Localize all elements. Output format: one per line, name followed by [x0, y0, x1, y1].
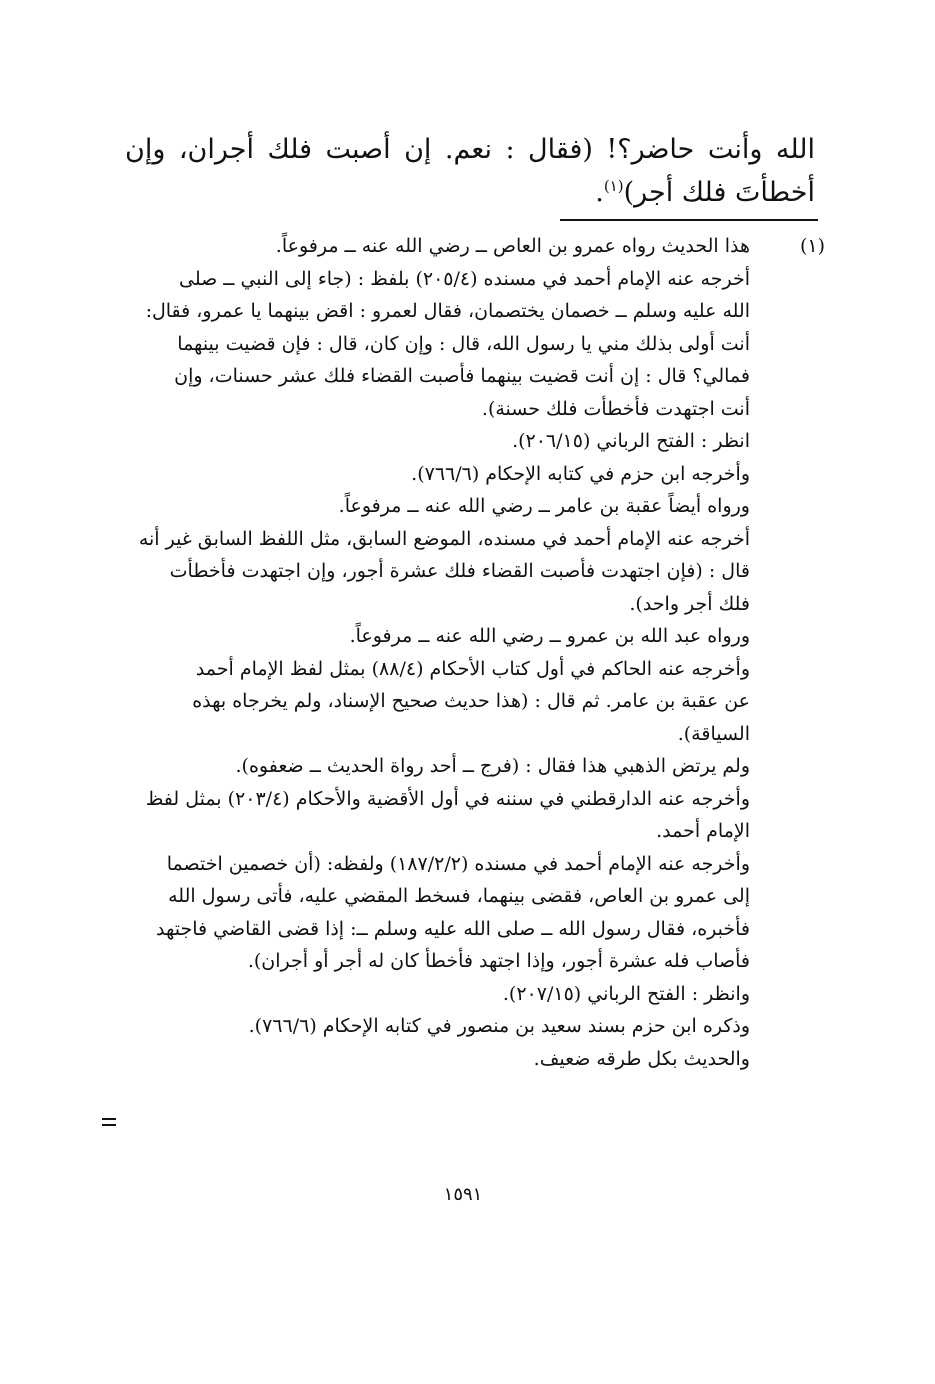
- footnote-line: أخرجه عنه الإمام أحمد في مسنده (٢٠٥/٤) بلفظ : (جاء إلى النبي ــ صلى: [179, 267, 750, 290]
- footnote-body: [130, 230, 750, 1075]
- footnote-line: وذكره ابن حزم بسند سعيد بن منصور في كتابه الإحكام (٧٦٦/٦).: [248, 1015, 750, 1037]
- footnote-line: فلك أجر واحد).: [629, 592, 750, 615]
- footnote-line: فأصاب فله عشرة أجور، وإذا اجتهد فأخطأ كان له أجر أو أجران).: [247, 950, 750, 972]
- footnote-line: هذا الحديث رواه عمرو بن العاص ــ رضي الله عنه ــ مرفوعاً.: [275, 235, 750, 257]
- footnote-separator: [560, 219, 818, 221]
- footnote-line: وانظر : الفتح الرباني (٢٠٧/١٥).: [502, 982, 750, 1005]
- footnote-line: ورواه عبد الله بن عمرو ــ رضي الله عنه ــ مرفوعاً.: [349, 625, 750, 647]
- main-text-line-2: فلك أجر): [623, 177, 727, 208]
- continuation-mark: [102, 1118, 116, 1128]
- footnote-line: وأخرجه عنه الحاكم في أول كتاب الأحكام (٨٨/٤) بمثل لفظ الإمام أحمد: [195, 657, 750, 680]
- footnote-reference: (١): [603, 177, 624, 195]
- footnote-line: أنت اجتهدت فأخطأت فلك حسنة).: [481, 397, 750, 420]
- main-text: الله وأنت حاضر؟! (فقال : نعم. إن أصبت فلك أجران، وإن أخطأتَ فلك أجر)$^{(١)}$.: [125, 134, 815, 208]
- footnote-line: ورواه أيضاً عقبة بن عامر ــ رضي الله عنه ــ مرفوعاً.: [338, 495, 750, 517]
- footnote-number: (١): [799, 235, 825, 257]
- footnote-line: عن عقبة بن عامر. ثم قال : (هذا حديث صحيح الإسناد، ولم يخرجاه بهذه: [192, 690, 750, 712]
- footnote-line: وأخرجه عنه الدارقطني في سننه في أول الأقضية والأحكام (٢٠٣/٤) بمثل لفظ: [145, 787, 750, 810]
- footnote-line: إلى عمرو بن العاص، فقضى بينهما، فسخط المقضي عليه، فأتى رسول الله: [168, 885, 750, 907]
- footnote-line: السياقة).: [677, 722, 750, 745]
- page-number: ١٥٩١: [443, 1184, 483, 1205]
- footnote-line: الإمام أحمد.: [656, 820, 750, 842]
- footnote-line: والحديث بكل طرقه ضعيف.: [533, 1047, 750, 1070]
- footnote-line: أخرجه عنه الإمام أحمد في مسنده، الموضع السابق، مثل اللفظ السابق غير أنه: [138, 527, 750, 550]
- footnote-line: وأخرجه ابن حزم في كتابه الإحكام (٧٦٦/٦).: [411, 462, 750, 485]
- footnote-line: أنت أولى بذلك مني يا رسول الله، قال : وإن كان، قال : فإن قضيت بينهما: [177, 332, 750, 355]
- footnote-line: فأخبره، فقال رسول الله ــ صلى الله عليه وسلم ــ: إذا قضى القاضي فاجتهد: [156, 917, 750, 940]
- footnote-line: قال : (فإن اجتهدت فأصبت القضاء فلك عشرة أجور، وإن اجتهدت فأخطأت: [169, 560, 750, 582]
- footnote-line: ولم يرتض الذهبي هذا فقال : (فرج ــ أحد رواة الحديث ــ ضعفوه).: [235, 755, 750, 777]
- footnote-line: وأخرجه عنه الإمام أحمد في مسنده (١٨٧/٢/٢) ولفظه: (أن خصمين اختصما: [166, 852, 750, 875]
- footnote-line: انظر : الفتح الرباني (٢٠٦/١٥).: [512, 430, 750, 452]
- footnote-line: فمالي؟ قال : إن أنت قضيت بينهما فأصبت القضاء فلك عشر حسنات، وإن: [174, 365, 750, 387]
- footnote-line: الله عليه وسلم ــ خصمان يختصمان، فقال لعمرو : اقض بينهما يا عمرو، فقال:: [145, 300, 750, 322]
- main-text-line-1: الله وأنت حاضر؟! (فقال : نعم. إن أصبت فلك أجران، وإن أخطأتَ: [125, 134, 815, 208]
